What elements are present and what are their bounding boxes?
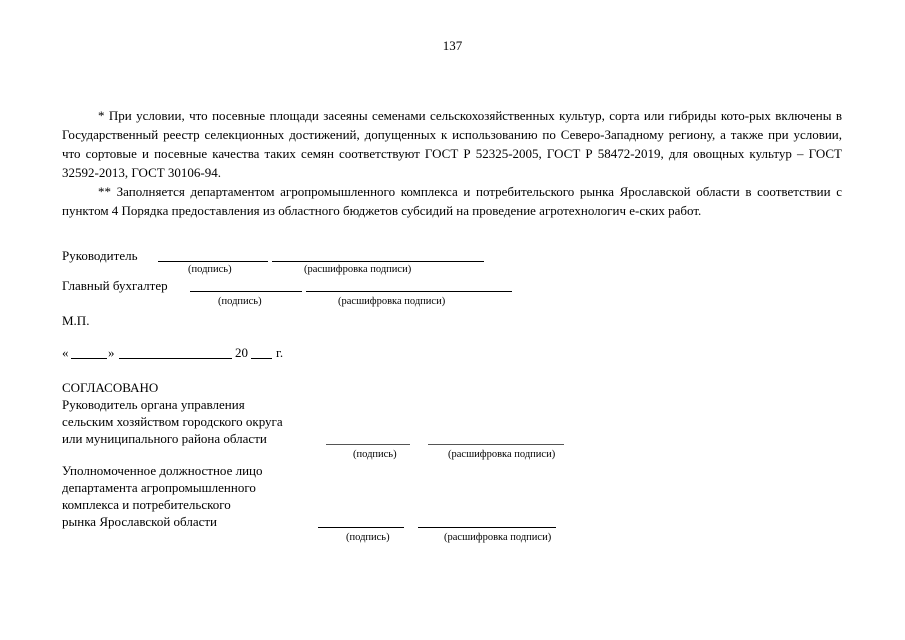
date-close-quote: »	[108, 345, 115, 360]
accountant-decoding-caption: (расшифровка подписи)	[338, 296, 446, 307]
official-line-1: Уполномоченное должностное лицо	[62, 463, 263, 478]
page-number: 137	[442, 38, 463, 53]
official-line-2: департамента агропромышленного	[62, 480, 256, 495]
head-decoding-line[interactable]	[272, 261, 484, 262]
head-signature-caption: (подпись)	[188, 264, 232, 275]
accountant-decoding-line[interactable]	[306, 291, 512, 292]
authority-line-2: сельским хозяйством городского округа	[62, 414, 283, 429]
approval-heading: СОГЛАСОВАНО	[62, 380, 159, 395]
date-month-line[interactable]	[119, 358, 232, 359]
authority-decoding-caption: (расшифровка подписи)	[448, 449, 556, 460]
official-signature-caption: (подпись)	[346, 532, 390, 543]
authority-signature-caption: (подпись)	[353, 449, 397, 460]
authority-decoding-line[interactable]	[428, 444, 564, 445]
head-decoding-caption: (расшифровка подписи)	[304, 264, 412, 275]
date-year-line[interactable]	[251, 358, 272, 359]
head-signature-line[interactable]	[158, 261, 268, 262]
official-signature-line[interactable]	[318, 527, 404, 528]
footnotes	[62, 106, 842, 220]
date-year-prefix: 20	[235, 345, 248, 360]
authority-line-1: Руководитель органа управления	[62, 397, 245, 412]
stamp-placeholder: М.П.	[62, 313, 90, 328]
official-line-3: комплекса и потребительского	[62, 497, 231, 512]
official-decoding-caption: (расшифровка подписи)	[444, 532, 552, 543]
official-decoding-line[interactable]	[418, 527, 556, 528]
chief-accountant-label: Главный бухгалтер	[62, 278, 168, 293]
authority-signature-line[interactable]	[326, 444, 410, 445]
date-day-line[interactable]	[71, 358, 107, 359]
accountant-signature-caption: (подпись)	[218, 296, 262, 307]
date-open-quote: «	[62, 345, 69, 360]
official-line-4: рынка Ярославской области	[62, 514, 218, 529]
date-year-suffix: г.	[276, 345, 284, 360]
head-label: Руководитель	[62, 248, 138, 263]
authority-line-3: или муниципального района области	[62, 431, 267, 446]
footnote-1: * При условии, что посевные площади засеяны семенами сельскохозяйственных культур, сорта или гибриды кото-рых включены в Государственный реестр селекционных достижений, допущенных к использованию по Северо-Западному региону, а также при условии, что сортовые и посевные качества таких семян соответствуют ГОСТ Р 52325-2005, ГОСТ Р 58472-2019, для овощных культур – ГОСТ 32592-2013, ГОСТ 30106-94.	[62, 108, 842, 180]
footnote-2: ** Заполняется департаментом агропромышленного комплекса и потребительского рынка Ярославской области в соответствии с пунктом 4 Порядка предоставления из областного бюджетов субсидий на проведение агротехнологич е-ских работ.	[62, 184, 842, 218]
accountant-signature-line[interactable]	[190, 291, 302, 292]
